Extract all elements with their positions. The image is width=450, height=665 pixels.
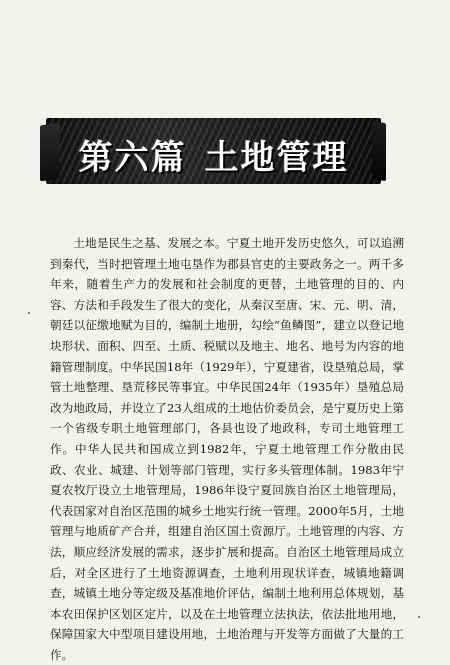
chapter-title bbox=[46, 130, 381, 179]
chapter-name: 土地管理 bbox=[204, 138, 349, 178]
chapter-title-banner bbox=[46, 118, 381, 184]
page-speck bbox=[28, 312, 30, 314]
page-speck bbox=[418, 616, 420, 618]
chapter-intro-text bbox=[50, 233, 404, 665]
chapter-number: 第六篇 bbox=[78, 138, 187, 178]
intro-paragraph: 土地是民生之基、发展之本。宁夏土地开发历史悠久，可以追溯到秦代，当时把管理土地屯垦作为郡县官吏的主要政务之一。两千多年来，随着生产力的发展和社会制度的更替，土地管理的目的、内容、方法和手段发生了很大的变化，从秦汉至唐、宋、元、明、清，朝廷以征缴地赋为目的，编制土地册，勾绘“鱼鳞图”，建立以登记地块形状、面积、四至、土质、税赋以及地主、地名、地号为内容的地籍管理制度。中华民国18年（1929年），宁夏建省，设垦殖总局，掌管土地整理、垦荒移民等事宜。中华民国24年（1935年）垦殖总局改为地政局，并设立了23人组成的土地估价委员会，是宁夏历史上第一个省级专职土地管理部门，各县也设了地政科，专司土地管理工作。中华人民共和国成立到1982年，宁夏土地管理工作分散由民政、农业、城建、计划等部门管理，实行多头管理体制。1983年宁夏农牧厅设立土地管理局，1986年设宁夏回族自治区土地管理局，代表国家对自治区范围的城乡土地实行统一管理。2000年5月，土地管理与地质矿产合并，组建自治区国土资源厅。土地管理的内容、方法，顺应经济发展的需求，逐步扩展和提高。自治区土地管理局成立后，对全区进行了土地资源调查，土地利用现状详查，城镇地籍调查，城镇土地分等定级及基准地价评估，编制土地利用总体规划，基本农田保护区划区定片，以及在土地管理立法执法，依法批地用地，保障国家大中型项目建设用地，土地治理与开发等方面做了大量的工作。 bbox=[50, 236, 404, 662]
